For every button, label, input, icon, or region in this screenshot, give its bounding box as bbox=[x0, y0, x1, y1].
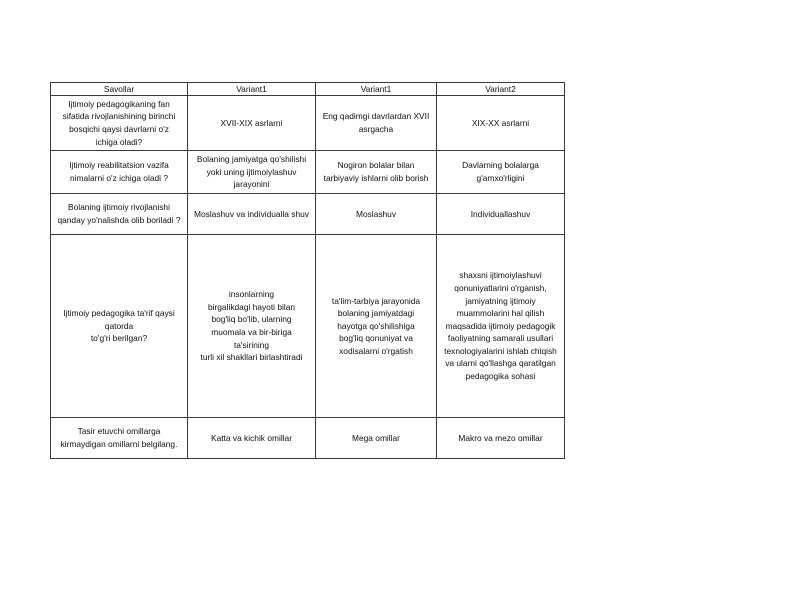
option-cell bbox=[316, 96, 437, 151]
option-cell bbox=[437, 235, 565, 418]
option-text: Nogiron bolalar bilan tarbiyaviy ishlarni olib borish bbox=[323, 160, 429, 183]
option-cell bbox=[437, 418, 565, 459]
option-text: XIX-XX asrlarni bbox=[471, 117, 530, 128]
quiz-sheet bbox=[50, 82, 564, 459]
option-text: shaxsni ijtimoiylashuvi qonuniyatlarini o'rganish, jamiyatning ijtimoiy muammolarini hal qilish maqsadida ijtimoiy pedagogik faoliyatning samarali usullari texnologiyalarini ishlab chiqish va ularni qo'llashga qaratilgan pedagogika sohasi bbox=[444, 270, 557, 382]
question-text: Ijtimoiy pedagogikaning fan sifatida rivojlanishining birinchi bosqichi qaysi davrlarni o'z ichiga oladi? bbox=[62, 98, 176, 147]
quiz-table bbox=[50, 82, 565, 459]
option-text: Eng qadimgi davrlardan XVII asrgacha bbox=[322, 111, 430, 134]
option-cell bbox=[437, 151, 565, 194]
option-text: ta'lim-tarbiya jarayonida bolaning jamiyatdagi hayotga qo'shilishiga bog'liq qonuniyat va xodisalarni o'rgatish bbox=[331, 295, 421, 356]
question-cell bbox=[51, 235, 188, 418]
header-variant-3: Variant2 bbox=[437, 83, 565, 96]
question-text: Ijtimoiy reabilitatsion vazifa nimalarni o'z ichiga oladi ? bbox=[69, 160, 169, 183]
option-text: XVII-XIX asrlarni bbox=[220, 117, 283, 128]
option-cell bbox=[316, 235, 437, 418]
table-row bbox=[51, 151, 565, 194]
option-text: Bolaning jamiyatga qo'shilishi yoki uning ijtimoiylashuv jarayonini bbox=[196, 154, 307, 190]
header-savollar: Savollar bbox=[51, 83, 188, 96]
question-cell bbox=[51, 151, 188, 194]
option-cell bbox=[188, 96, 316, 151]
question-text: Tasir etuvchi omillarga kirmaydigan omillarni belgilang. bbox=[60, 426, 178, 449]
header-variant-2: Variant1 bbox=[316, 83, 437, 96]
option-text: Moslashuv bbox=[355, 208, 397, 219]
question-cell bbox=[51, 418, 188, 459]
option-cell bbox=[316, 418, 437, 459]
option-cell bbox=[437, 96, 565, 151]
header-variant-1: Variant1 bbox=[188, 83, 316, 96]
question-cell bbox=[51, 194, 188, 235]
option-text: Mega omillar bbox=[352, 432, 400, 443]
option-cell bbox=[188, 151, 316, 194]
question-text: Bolaning ijtimoiy rivojlanishi qanday yo'nalishda olib boriladi ? bbox=[57, 202, 181, 225]
question-text: Ijtimoiy pedagogika ta'rif qaysi qatorda to'g'ri berilgan? bbox=[63, 308, 175, 344]
table-row bbox=[51, 418, 565, 459]
option-cell bbox=[188, 235, 316, 418]
option-text: Makro va mezo omillar bbox=[458, 432, 543, 443]
option-cell bbox=[188, 418, 316, 459]
table-row bbox=[51, 96, 565, 151]
option-cell bbox=[316, 151, 437, 194]
table-row bbox=[51, 235, 565, 418]
option-text: Katta va kichik omillar bbox=[211, 432, 292, 443]
option-text: Individuallashuv bbox=[470, 208, 531, 219]
option-text: Moslashuv va individualla shuv bbox=[194, 208, 309, 219]
option-text: Davlarning bolalarga g'amxo'rligini bbox=[462, 160, 539, 183]
header-row bbox=[51, 83, 565, 96]
option-cell bbox=[316, 194, 437, 235]
option-text: insonlarning birgalikdagi hayoti bilan bog'liq bo'lib, ularning muomala va bir-biriga ta'sirining turli xil shakllari birlashtiradi bbox=[200, 289, 303, 363]
table-row bbox=[51, 194, 565, 235]
option-cell bbox=[188, 194, 316, 235]
question-cell bbox=[51, 96, 188, 151]
option-cell bbox=[437, 194, 565, 235]
